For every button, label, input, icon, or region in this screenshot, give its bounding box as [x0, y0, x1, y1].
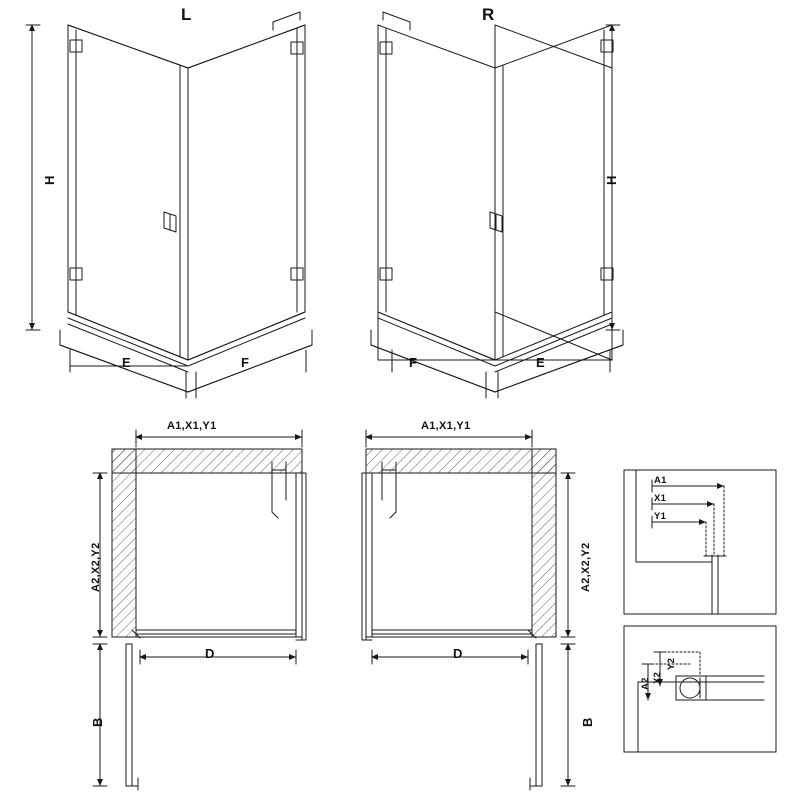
label-plan-left-inner-dim: D: [205, 646, 215, 661]
label-detail-bottom-y2: Y2: [666, 657, 677, 670]
label-variant-left: L: [181, 5, 192, 24]
label-detail-bottom-a2: A2: [640, 677, 651, 690]
label-plan-right-side-dim: A2,X2,Y2: [580, 542, 592, 592]
label-detail-top-a1: A1: [654, 475, 667, 486]
label-plan-right-inner-dim: D: [453, 646, 463, 661]
label-plan-right-top-dim: A1,X1,Y1: [421, 420, 471, 432]
label-bottom-left-e: E: [122, 355, 131, 370]
label-variant-right: R: [482, 5, 495, 24]
label-detail-top-y1: Y1: [654, 511, 667, 522]
label-height-left: H: [42, 175, 57, 185]
label-bottom-right-e: E: [536, 355, 545, 370]
label-height-right: H: [604, 175, 619, 185]
label-plan-left-side-dim: A2,X2,Y2: [90, 542, 102, 592]
label-detail-bottom-x2: X2: [652, 671, 663, 684]
label-plan-left-top-dim: A1,X1,Y1: [167, 420, 217, 432]
label-plan-right-door-dim: B: [580, 717, 595, 727]
label-bottom-left-f: F: [241, 355, 250, 370]
label-plan-left-door-dim: B: [90, 717, 105, 727]
label-detail-top-x1: X1: [654, 493, 667, 504]
label-bottom-right-f: F: [409, 355, 418, 370]
